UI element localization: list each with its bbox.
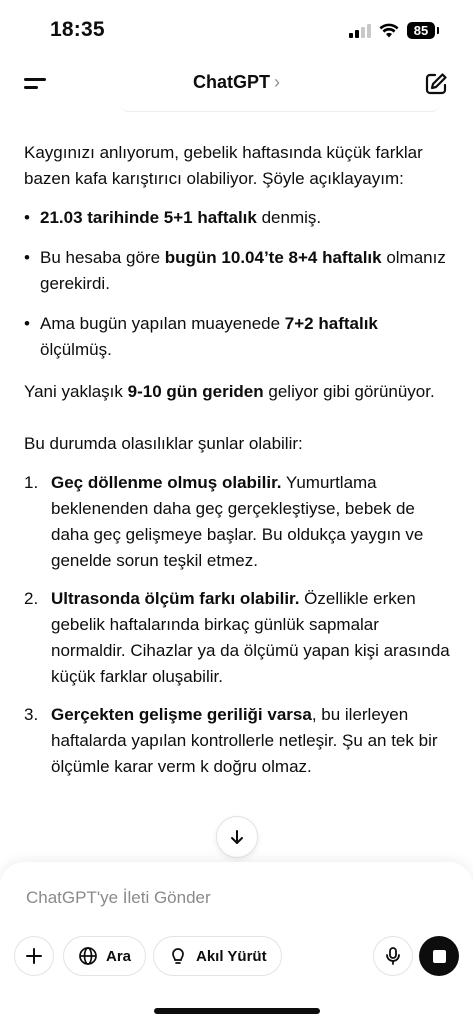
battery-icon: 85 xyxy=(407,22,435,39)
top-bar xyxy=(0,60,473,110)
assistant-message xyxy=(24,140,454,792)
stop-button[interactable] xyxy=(419,936,459,976)
wifi-icon xyxy=(379,23,399,38)
message-intro: Kaygınızı anlıyorum, gebelik haftasında küçük farklar bazen kafa karıştırıcı olabiliyor. Şöyle açıklayayım: xyxy=(24,143,423,188)
microphone-button[interactable] xyxy=(373,936,413,976)
list-item: 1. Geç döllenme olmuş olabilir. Yumurtlama beklenenden daha geç gerçekleştiyse, bebek de daha geç gelişmeye başlar. Bu oldukça yaygın ve genelde sorun teşkil etmez. xyxy=(24,473,424,570)
lightbulb-icon xyxy=(168,946,188,966)
message-summary: Yani yaklaşık 9-10 gün geriden geliyor gibi görünüyor. xyxy=(24,382,435,401)
reason-label: Akıl Yürüt xyxy=(196,947,267,965)
possibilities-intro: Bu durumda olasılıklar şunlar olabilir: xyxy=(24,434,303,453)
status-icons xyxy=(349,22,435,39)
status-bar xyxy=(0,0,473,60)
model-selector[interactable] xyxy=(0,72,473,93)
globe-icon xyxy=(78,946,98,966)
chevron-right-icon: › xyxy=(274,72,280,92)
signal-icon xyxy=(349,24,371,38)
new-chat-icon[interactable] xyxy=(423,71,449,97)
add-button[interactable] xyxy=(14,936,54,976)
list-item: • 21.03 tarihinde 5+1 haftalık denmiş. xyxy=(24,205,454,231)
possibilities-list xyxy=(24,470,454,780)
stop-icon xyxy=(433,950,446,963)
message-input[interactable]: ChatGPT'ye İleti Gönder xyxy=(26,888,211,907)
reason-button[interactable] xyxy=(153,936,282,976)
list-item: • Bu hesaba göre bugün 10.04’te 8+4 haftalık olmanız gerekirdi. xyxy=(24,245,454,297)
list-item: • Ama bugün yapılan muayenede 7+2 haftalık ölçülmüş. xyxy=(24,311,454,363)
arrow-down-icon xyxy=(228,828,246,846)
list-item: 2. Ultrasonda ölçüm farkı olabilir. Özellikle erken gebelik haftalarında birkaç günlük sapmalar normaldir. Cihazlar ya da ölçümü yapan kişi arasında küçük farklar oluşabilir. xyxy=(24,589,450,686)
list-item: 3. Gerçekten gelişme geriliği varsa, bu ilerleyen haftalarda yapılan kontrollerle netleşir. Şu an tek bir ölçümle karar verm k doğru olmaz. xyxy=(24,705,438,776)
header-divider xyxy=(120,104,440,112)
plus-icon xyxy=(25,947,43,965)
microphone-icon xyxy=(384,946,402,966)
page-title: ChatGPT xyxy=(192,72,270,92)
composer xyxy=(0,862,473,1024)
scroll-down-button[interactable] xyxy=(216,816,258,858)
search-label: Ara xyxy=(106,947,132,965)
status-time: 18:35 xyxy=(50,18,105,41)
fact-list xyxy=(24,205,454,363)
home-indicator xyxy=(154,1008,320,1014)
search-button[interactable] xyxy=(63,936,146,976)
